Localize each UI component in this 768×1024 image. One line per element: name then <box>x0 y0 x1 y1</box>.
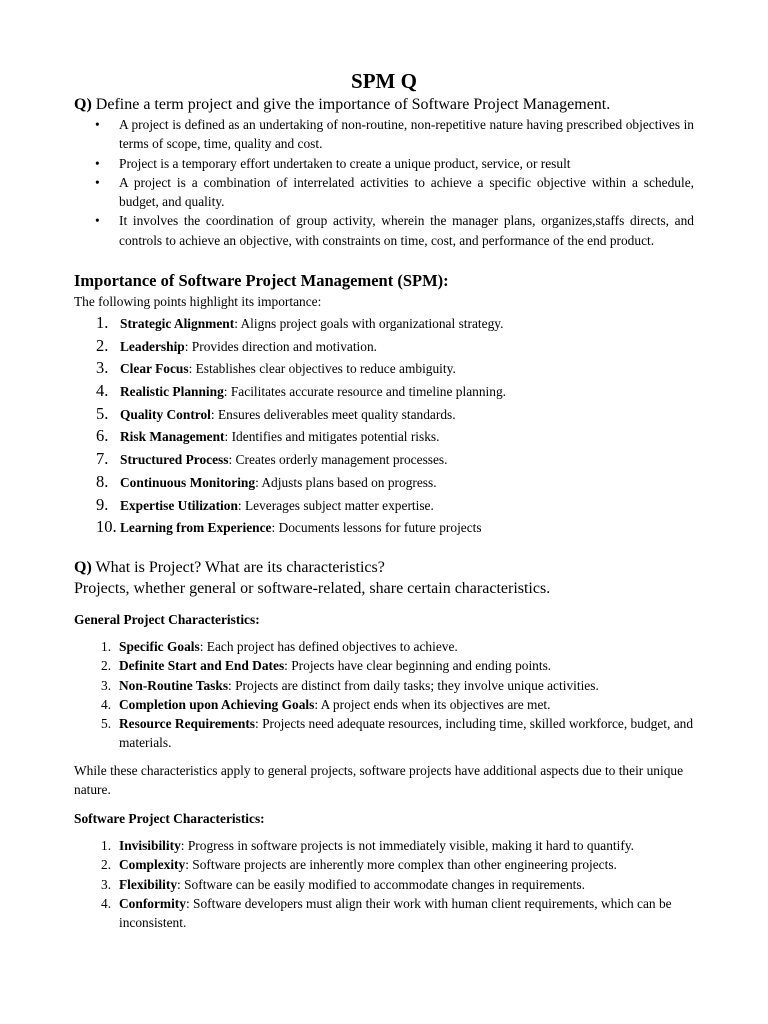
list-item <box>74 875 694 894</box>
question-text: Define a term project and give the importance of Software Project Management. <box>91 96 611 113</box>
item-desc: : Documents lessons for future projects <box>271 520 482 536</box>
item-number: 4. <box>101 895 112 911</box>
item-desc: : Establishes clear objectives to reduce ambiguity. <box>188 361 456 377</box>
list-item <box>74 517 506 540</box>
item-term: Flexibility <box>119 876 178 892</box>
list-item <box>74 426 506 449</box>
item-term: Resource Requirements <box>119 716 255 732</box>
list-item <box>74 358 506 381</box>
item-number: 3. <box>101 677 112 693</box>
item-number: 1. <box>101 838 112 853</box>
list-item <box>74 714 694 753</box>
importance-heading: Importance of Software Project Management (SPM): <box>74 271 449 290</box>
importance-intro: The following points highlight its importance: <box>74 294 322 309</box>
item-term: Strategic Alignment <box>120 316 235 331</box>
general-characteristics-heading: General Project Characteristics: <box>74 612 260 627</box>
item-desc: : Facilitates accurate resource and timeline planning. <box>223 384 507 400</box>
list-item <box>74 637 694 656</box>
item-desc: : Software developers must align their work with human client requirements, which can be inconsistent. <box>119 895 672 931</box>
question-prefix: Q) <box>74 96 92 113</box>
item-number: 1. <box>101 639 112 654</box>
list-item: • It involves the coordination of group activity, wherein the manager plans, organizes,staffs directs, and controls to achieve an objective, with constraints on time, cost, and performance of the end product. <box>74 211 694 250</box>
list-item: • Project is a temporary effort undertaken to create a unique product, service, or result <box>74 154 694 173</box>
item-term: Invisibility <box>119 838 181 853</box>
item-desc: : Leverages subject matter expertise. <box>237 497 434 513</box>
item-term: Risk Management <box>120 429 225 445</box>
list-item <box>74 855 694 874</box>
list-item <box>74 404 506 427</box>
item-desc: : Each project has defined objectives to achieve. <box>199 639 458 654</box>
item-number: 3. <box>96 358 109 378</box>
item-desc: : Provides direction and motivation. <box>184 338 378 354</box>
list-item <box>74 313 506 336</box>
item-desc: : Aligns project goals with organizational strategy. <box>234 316 504 331</box>
transition-paragraph: While these characteristics apply to general projects, software projects have additional aspects due to their unique nature. <box>74 763 684 797</box>
item-desc: : Projects have clear beginning and ending points. <box>284 658 552 674</box>
list-item <box>74 894 694 933</box>
item-number: 6. <box>96 426 109 446</box>
item-term: Non-Routine Tasks <box>119 677 229 693</box>
item-number: 8. <box>96 471 109 491</box>
item-term: Complexity <box>119 857 186 873</box>
software-characteristics-heading: Software Project Characteristics: <box>74 811 265 826</box>
item-desc: : Creates orderly management processes. <box>228 452 448 468</box>
question-prefix: Q) <box>74 559 92 576</box>
item-term: Continuous Monitoring <box>120 474 256 490</box>
item-term: Leadership <box>120 338 185 354</box>
item-number: 2. <box>101 658 112 674</box>
question-2 <box>74 557 385 578</box>
item-desc: : Adjusts plans based on progress. <box>255 474 437 490</box>
item-desc: : Identifies and mitigates potential risks. <box>224 429 440 445</box>
item-term: Structured Process <box>120 452 229 468</box>
item-number: 4. <box>101 696 112 712</box>
importance-list <box>74 313 506 540</box>
item-desc: : A project ends when its objectives are met. <box>314 696 551 712</box>
list-item <box>74 676 694 695</box>
item-number: 1. <box>96 313 109 332</box>
item-number: 5. <box>101 716 112 732</box>
item-term: Quality Control <box>120 406 211 422</box>
item-desc: : Software can be easily modified to accommodate changes in requirements. <box>177 876 585 892</box>
question-1 <box>74 94 610 115</box>
item-number: 3. <box>101 876 112 892</box>
list-item <box>74 656 694 675</box>
list-item <box>74 472 506 495</box>
list-item: • A project is defined as an undertaking of non-routine, non-repetitive nature having prescribed objectives in terms of scope, time, quality and cost. <box>74 115 694 154</box>
item-number: 4. <box>96 381 109 401</box>
item-term: Definite Start and End Dates <box>119 658 285 674</box>
item-term: Learning from Experience <box>120 520 272 536</box>
item-desc: : Projects need adequate resources, including time, skilled workforce, budget, and materials. <box>119 716 694 751</box>
list-item <box>74 449 506 472</box>
item-desc: : Software projects are inherently more complex than other engineering projects. <box>185 857 617 873</box>
list-item <box>74 336 506 359</box>
item-term: Completion upon Achieving Goals <box>119 696 315 712</box>
general-characteristics-list <box>74 637 694 753</box>
page-title: SPM Q <box>351 69 417 93</box>
item-number: 2. <box>96 335 109 355</box>
item-number: 2. <box>101 857 112 873</box>
list-item <box>74 381 506 404</box>
project-definition-list <box>74 115 694 250</box>
item-term: Conformity <box>119 895 186 911</box>
item-number: 7. <box>96 449 109 469</box>
item-term: Expertise Utilization <box>120 497 238 513</box>
item-number: 9. <box>96 494 109 514</box>
item-term: Realistic Planning <box>120 384 224 400</box>
item-number: 10. <box>96 517 117 537</box>
item-desc: : Progress in software projects is not immediately visible, making it hard to quantify. <box>180 838 634 853</box>
list-item <box>74 695 694 714</box>
item-desc: : Projects are distinct from daily tasks; they involve unique activities. <box>228 677 599 693</box>
item-desc: : Ensures deliverables meet quality standards. <box>210 406 456 422</box>
software-characteristics-list <box>74 836 694 932</box>
item-number: 5. <box>96 403 109 423</box>
question-text: What is Project? What are its characteristics? <box>91 559 385 576</box>
item-term: Clear Focus <box>120 361 189 377</box>
question-2-subtitle: Projects, whether general or software-related, share certain characteristics. <box>74 580 551 597</box>
list-item <box>74 836 694 855</box>
list-item <box>74 495 506 518</box>
item-term: Specific Goals <box>119 639 200 654</box>
list-item: • A project is a combination of interrelated activities to achieve a specific objective within a schedule, budget, and quality. <box>74 173 694 212</box>
